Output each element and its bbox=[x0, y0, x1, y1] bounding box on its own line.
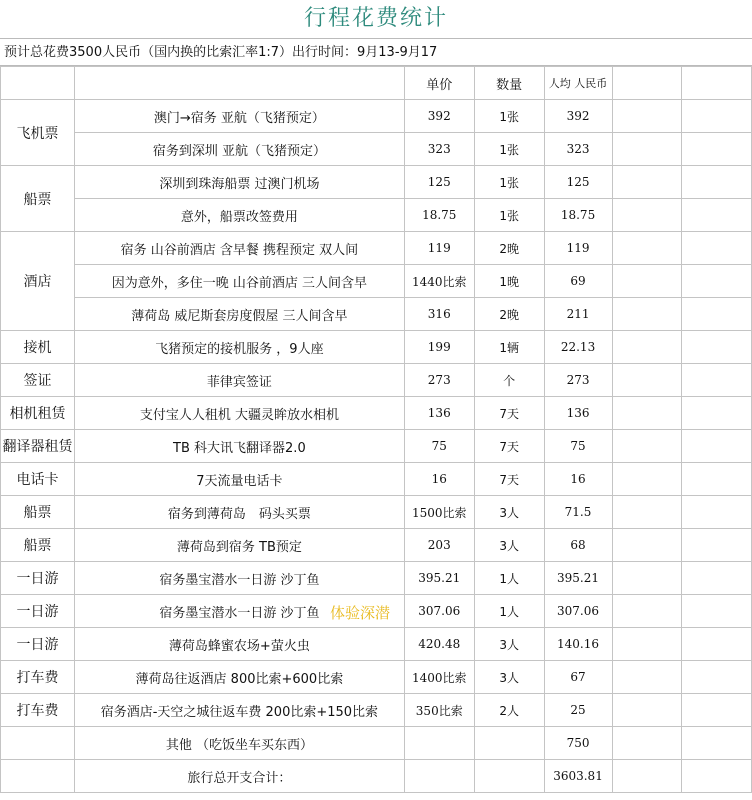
category-cell: 相机租赁 bbox=[1, 397, 75, 430]
table-row bbox=[1, 331, 752, 364]
per-person-cell: 67 bbox=[544, 661, 612, 694]
empty-cell bbox=[682, 166, 752, 199]
category-cell: 签证 bbox=[1, 364, 75, 397]
item-cell: 飞猪预定的接机服务 ，9人座 bbox=[74, 331, 404, 364]
qty-cell: 1晚 bbox=[474, 265, 544, 298]
per-person-cell: 307.06 bbox=[544, 595, 612, 628]
per-person-cell: 69 bbox=[544, 265, 612, 298]
table-row bbox=[1, 166, 752, 199]
empty-cell bbox=[612, 562, 682, 595]
table-row bbox=[1, 760, 752, 793]
category-cell: 电话卡 bbox=[1, 463, 75, 496]
empty-cell bbox=[682, 595, 752, 628]
category-cell: 酒店 bbox=[1, 232, 75, 331]
price-cell bbox=[404, 760, 474, 793]
table-row bbox=[1, 628, 752, 661]
item-cell: TB 科大讯飞翻译器2.0 bbox=[74, 430, 404, 463]
category-cell: 打车费 bbox=[1, 661, 75, 694]
empty-cell bbox=[612, 265, 682, 298]
category-cell: 接机 bbox=[1, 331, 75, 364]
item-cell: 薄荷岛蜂蜜农场+萤火虫 bbox=[74, 628, 404, 661]
empty-cell bbox=[682, 529, 752, 562]
category-cell: 一日游 bbox=[1, 595, 75, 628]
table-row bbox=[1, 529, 752, 562]
empty-cell bbox=[682, 562, 752, 595]
price-cell: 75 bbox=[404, 430, 474, 463]
qty-cell: 7天 bbox=[474, 430, 544, 463]
category-cell: 一日游 bbox=[1, 562, 75, 595]
qty-cell: 2晚 bbox=[474, 232, 544, 265]
qty-cell: 7天 bbox=[474, 397, 544, 430]
table-row bbox=[1, 133, 752, 166]
price-cell: 420.48 bbox=[404, 628, 474, 661]
empty-cell bbox=[682, 100, 752, 133]
empty-cell bbox=[612, 166, 682, 199]
empty-cell bbox=[612, 133, 682, 166]
empty-cell bbox=[682, 331, 752, 364]
price-cell: 273 bbox=[404, 364, 474, 397]
price-cell bbox=[404, 727, 474, 760]
price-cell: 1400比索 bbox=[404, 661, 474, 694]
empty-cell bbox=[682, 397, 752, 430]
price-cell: 136 bbox=[404, 397, 474, 430]
empty-cell bbox=[682, 430, 752, 463]
table-row bbox=[1, 298, 752, 331]
category-cell: 飞机票 bbox=[1, 100, 75, 166]
table-row bbox=[1, 595, 752, 628]
price-cell: 119 bbox=[404, 232, 474, 265]
category-cell: 船票 bbox=[1, 166, 75, 232]
empty-cell bbox=[612, 298, 682, 331]
per-person-cell: 119 bbox=[544, 232, 612, 265]
empty-cell bbox=[612, 67, 682, 100]
page-title: 行程花费统计 bbox=[303, 6, 448, 31]
item-cell: 其他 （吃饭坐车买东西） bbox=[74, 727, 404, 760]
item-cell: 澳门→宿务 亚航（飞猪预定） bbox=[74, 100, 404, 133]
category-cell: 一日游 bbox=[1, 628, 75, 661]
per-person-cell: 68 bbox=[544, 529, 612, 562]
per-person-cell: 71.5 bbox=[544, 496, 612, 529]
qty-cell: 1张 bbox=[474, 166, 544, 199]
per-person-cell: 136 bbox=[544, 397, 612, 430]
empty-cell bbox=[612, 496, 682, 529]
empty-cell bbox=[682, 727, 752, 760]
item-cell: 宿务到薄荷岛 码头买票 bbox=[74, 496, 404, 529]
qty-cell: 1张 bbox=[474, 100, 544, 133]
per-person-cell: 25 bbox=[544, 694, 612, 727]
price-cell: 16 bbox=[404, 463, 474, 496]
empty-cell bbox=[682, 628, 752, 661]
price-cell: 199 bbox=[404, 331, 474, 364]
empty-cell bbox=[612, 397, 682, 430]
empty-cell bbox=[682, 199, 752, 232]
empty-cell bbox=[612, 199, 682, 232]
item-cell: 7天流量电话卡 bbox=[74, 463, 404, 496]
per-person-cell: 395.21 bbox=[544, 562, 612, 595]
item-cell: 支付宝人人租机 大疆灵眸放水相机 bbox=[74, 397, 404, 430]
item-cell: 宿务墨宝潜水一日游 沙丁鱼 bbox=[74, 595, 404, 628]
empty-cell bbox=[612, 760, 682, 793]
item-cell: 薄荷岛往返酒店 800比索+600比索 bbox=[74, 661, 404, 694]
item-cell: 旅行总开支合计： bbox=[74, 760, 404, 793]
category-cell: 打车费 bbox=[1, 694, 75, 727]
item-cell: 因为意外，多住一晚 山谷前酒店 三人间含早 bbox=[74, 265, 404, 298]
per-person-cell: 140.16 bbox=[544, 628, 612, 661]
price-cell: 1500比索 bbox=[404, 496, 474, 529]
empty-cell bbox=[612, 595, 682, 628]
qty-cell: 3人 bbox=[474, 496, 544, 529]
header-blank bbox=[74, 67, 404, 100]
per-person-cell: 750 bbox=[544, 727, 612, 760]
subtitle: 预计总花费3500人民币（国内换的比索汇率1:7）出行时间：9月13-9月17 bbox=[0, 38, 752, 66]
empty-cell bbox=[612, 331, 682, 364]
item-cell: 薄荷岛到宿务 TB预定 bbox=[74, 529, 404, 562]
table-row bbox=[1, 430, 752, 463]
table-row bbox=[1, 463, 752, 496]
qty-cell: 2晚 bbox=[474, 298, 544, 331]
per-person-cell: 323 bbox=[544, 133, 612, 166]
qty-cell: 3人 bbox=[474, 628, 544, 661]
item-cell: 宿务 山谷前酒店 含早餐 携程预定 双人间 bbox=[74, 232, 404, 265]
empty-cell bbox=[682, 661, 752, 694]
table-row bbox=[1, 397, 752, 430]
price-cell: 125 bbox=[404, 166, 474, 199]
empty-cell bbox=[682, 694, 752, 727]
qty-cell: 1人 bbox=[474, 595, 544, 628]
qty-cell: 7天 bbox=[474, 463, 544, 496]
empty-cell bbox=[612, 232, 682, 265]
qty-cell: 1人 bbox=[474, 562, 544, 595]
item-cell: 宿务到深圳 亚航（飞猪预定） bbox=[74, 133, 404, 166]
category-cell: 翻译器租赁 bbox=[1, 430, 75, 463]
empty-cell bbox=[612, 100, 682, 133]
header-row bbox=[1, 67, 752, 100]
qty-cell: 个 bbox=[474, 364, 544, 397]
item-cell: 意外，船票改签费用 bbox=[74, 199, 404, 232]
empty-cell bbox=[682, 364, 752, 397]
per-person-cell: 125 bbox=[544, 166, 612, 199]
per-person-cell: 18.75 bbox=[544, 199, 612, 232]
empty-cell bbox=[612, 661, 682, 694]
category-cell: 船票 bbox=[1, 496, 75, 529]
empty-cell bbox=[682, 232, 752, 265]
table-row bbox=[1, 100, 752, 133]
price-cell: 307.06 bbox=[404, 595, 474, 628]
empty-cell bbox=[612, 694, 682, 727]
price-cell: 350比索 bbox=[404, 694, 474, 727]
table-row bbox=[1, 727, 752, 760]
empty-cell bbox=[682, 298, 752, 331]
expense-table bbox=[0, 66, 752, 793]
header-qty: 数量 bbox=[474, 67, 544, 100]
item-cell: 深圳到珠海船票 过澳门机场 bbox=[74, 166, 404, 199]
empty-cell bbox=[612, 727, 682, 760]
item-cell: 宿务墨宝潜水一日游 沙丁鱼 bbox=[74, 562, 404, 595]
qty-cell bbox=[474, 760, 544, 793]
per-person-cell: 22.13 bbox=[544, 331, 612, 364]
header-blank bbox=[1, 67, 75, 100]
table-row bbox=[1, 694, 752, 727]
item-cell: 薄荷岛 威尼斯套房度假屋 三人间含早 bbox=[74, 298, 404, 331]
price-cell: 18.75 bbox=[404, 199, 474, 232]
empty-cell bbox=[682, 496, 752, 529]
table-row bbox=[1, 364, 752, 397]
qty-cell bbox=[474, 727, 544, 760]
per-person-cell: 211 bbox=[544, 298, 612, 331]
category-cell: 船票 bbox=[1, 529, 75, 562]
empty-cell bbox=[682, 67, 752, 100]
empty-cell bbox=[612, 463, 682, 496]
empty-cell bbox=[682, 463, 752, 496]
price-cell: 395.21 bbox=[404, 562, 474, 595]
table-row bbox=[1, 562, 752, 595]
qty-cell: 3人 bbox=[474, 661, 544, 694]
watermark-text: 体验深潜 bbox=[330, 604, 391, 622]
qty-cell: 2人 bbox=[474, 694, 544, 727]
category-cell bbox=[1, 760, 75, 793]
qty-cell: 1张 bbox=[474, 133, 544, 166]
empty-cell bbox=[612, 364, 682, 397]
per-person-cell: 273 bbox=[544, 364, 612, 397]
price-cell: 203 bbox=[404, 529, 474, 562]
per-person-cell: 392 bbox=[544, 100, 612, 133]
header-per-person: 人均 人民币 bbox=[544, 67, 612, 100]
item-cell: 菲律宾签证 bbox=[74, 364, 404, 397]
table-row bbox=[1, 232, 752, 265]
empty-cell bbox=[612, 430, 682, 463]
qty-cell: 1张 bbox=[474, 199, 544, 232]
empty-cell bbox=[682, 265, 752, 298]
per-person-cell: 75 bbox=[544, 430, 612, 463]
table-row bbox=[1, 199, 752, 232]
table-row bbox=[1, 661, 752, 694]
qty-cell: 3人 bbox=[474, 529, 544, 562]
table-row bbox=[1, 496, 752, 529]
table-row bbox=[1, 265, 752, 298]
price-cell: 316 bbox=[404, 298, 474, 331]
item-cell: 宿务酒店-天空之城往返车费 200比索+150比索 bbox=[74, 694, 404, 727]
empty-cell bbox=[682, 133, 752, 166]
price-cell: 323 bbox=[404, 133, 474, 166]
price-cell: 1440比索 bbox=[404, 265, 474, 298]
qty-cell: 1辆 bbox=[474, 331, 544, 364]
per-person-cell: 3603.81 bbox=[544, 760, 612, 793]
per-person-cell: 16 bbox=[544, 463, 612, 496]
empty-cell bbox=[612, 529, 682, 562]
empty-cell bbox=[612, 628, 682, 661]
empty-cell bbox=[682, 760, 752, 793]
price-cell: 392 bbox=[404, 100, 474, 133]
category-cell bbox=[1, 727, 75, 760]
header-price: 单价 bbox=[404, 67, 474, 100]
